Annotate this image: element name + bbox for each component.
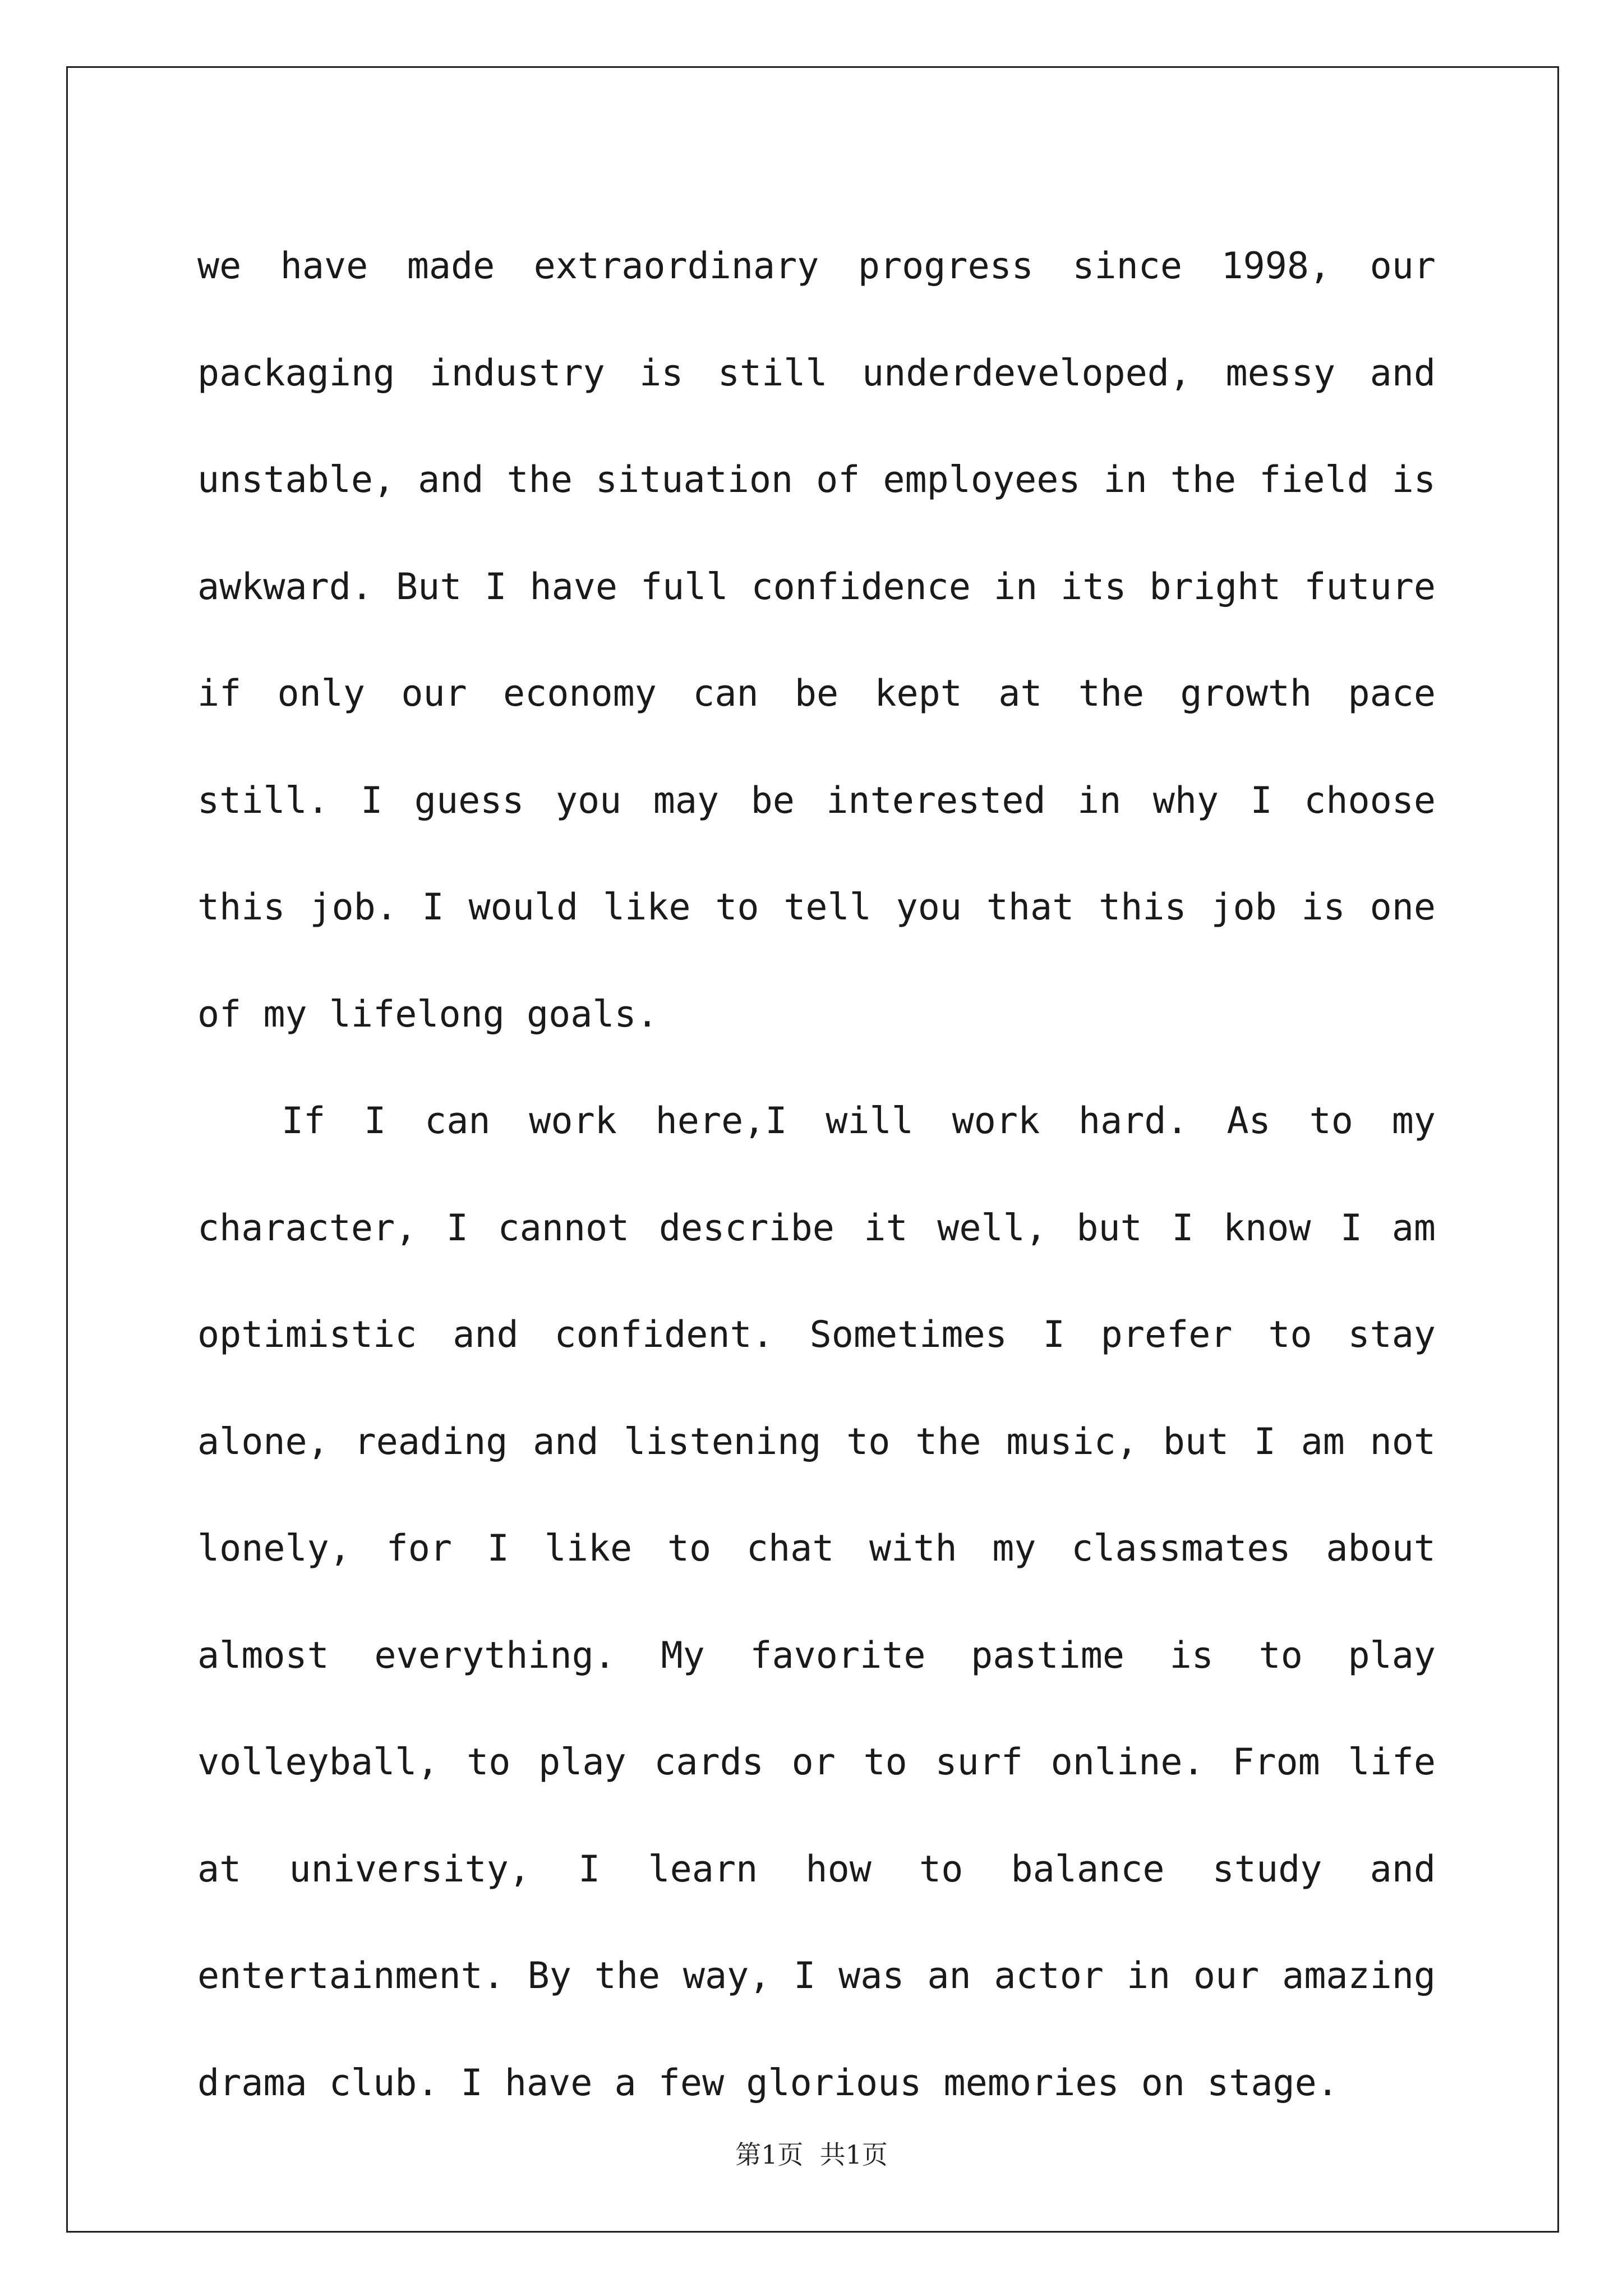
paragraph-1: we have made extraordinary progress since 1998, our packaging industry is still underdeveloped, messy and unstable, and the situation of employees in the field is awkward. But I have full confidence in its bright future if only our economy can be kept at the growth pace still. I guess you may be interested in why I choose this job. I would like to tell you that this job is one of my lifelong goals. <box>197 245 1436 1036</box>
document-body <box>197 213 1436 2137</box>
paragraph-2: If I can work here,I will work hard. As to my character, I cannot describe it well, but I know I am optimistic and confident. Sometimes I prefer to stay alone, reading and listening to the music, but I am not lonely, for I like to chat with my classmates about almost everything. My favorite pastime is to play volleyball, to play cards or to surf online. From life at university, I learn how to balance study and entertainment. By the way, I was an actor in our amazing drama club. I have a few glorious memories on stage. <box>197 1100 1436 2104</box>
page-number-footer: 第1页 共1页 <box>735 2139 888 2170</box>
